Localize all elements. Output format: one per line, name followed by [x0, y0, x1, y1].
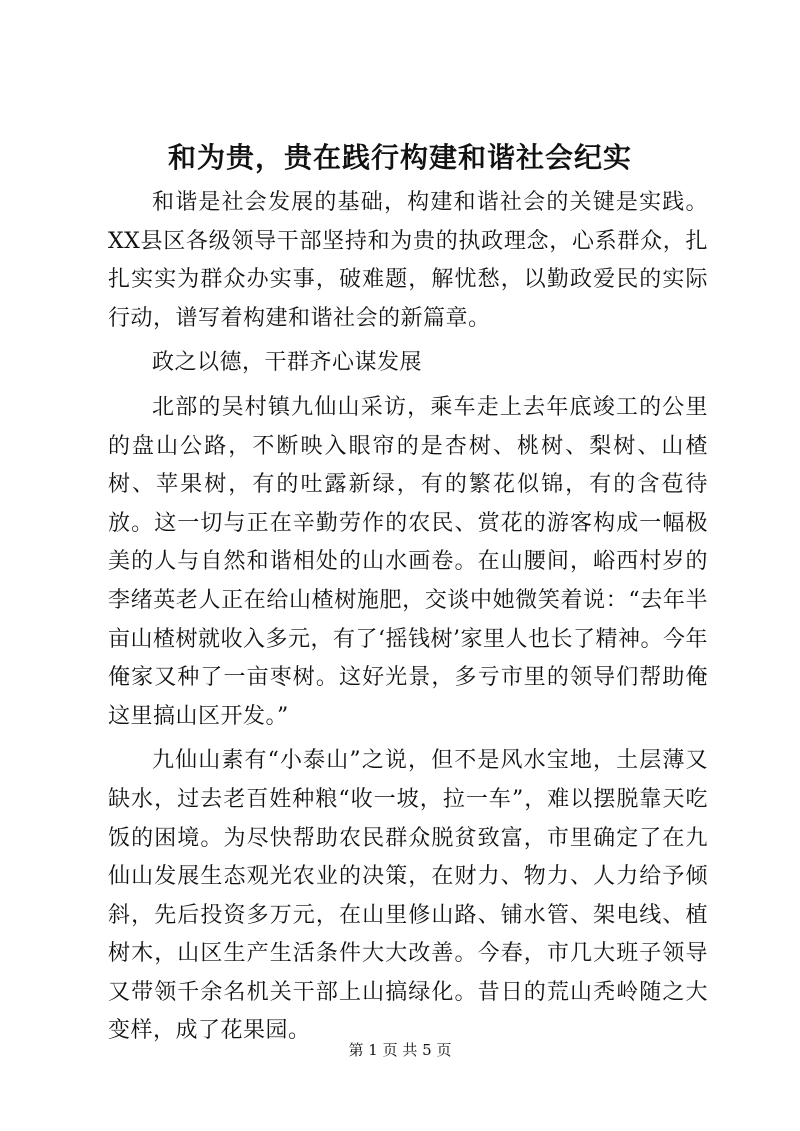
paragraph-jiuxianshan-visit: 北部的吴村镇九仙山采访，乘车走上去年底竣工的公里的盘山公路，不断映入眼帘的是杏树、桃树、梨树、山楂树、苹果树，有的吐露新绿，有的繁花似锦，有的含苞待放。这一切与正在辛勤劳作的农民、赏花的游客构成一幅极美的人与自然和谐相处的山水画卷。在山腰间，峪西村岁的李绪英老人正在给山楂树施肥，交谈中她微笑着说：“去年半亩山楂树就收入多元，有了‘摇钱树’家里人也长了精神。今年俺家又种了一亩枣树。这好光景，多亏市里的领导们帮助俺这里搞山区开发。” [108, 394, 708, 729]
section-heading: 政之以德，干群齐心谋发展 [152, 350, 423, 376]
paragraph-intro: 和谐是社会发展的基础，构建和谐社会的关键是实践。XX县区各级领导干部坚持和为贵的执政理念，心系群众，扎扎实实为群众办实事，破难题，解忧愁，以勤政爱民的实际行动，谱写着构建和谐社会的新篇章。 [108, 190, 708, 331]
page-footer: 第 1 页 共 5 页 [348, 1041, 452, 1059]
paragraph-jiuxianshan-development: 九仙山素有“小泰山”之说，但不是风水宝地，土层薄又缺水，过去老百姓种粮“收一坡，拉一车”，难以摆脱靠天吃饭的困境。为尽快帮助农民群众脱贫致富，市里确定了在九仙山发展生态观光农业的决策，在财力、物力、人力给予倾斜，先后投资多万元，在山里修山路、铺水管、架电线、植树木，山区生产生活条件大大改善。今春，市几大班子领导又带领千余名机关干部上山搞绿化。昔日的荒山秃岭随之大变样，成了花果园。 [108, 748, 708, 1044]
document-body [108, 184, 708, 1057]
document-title: 和为贵，贵在践行构建和谐社会纪实 [167, 141, 632, 174]
